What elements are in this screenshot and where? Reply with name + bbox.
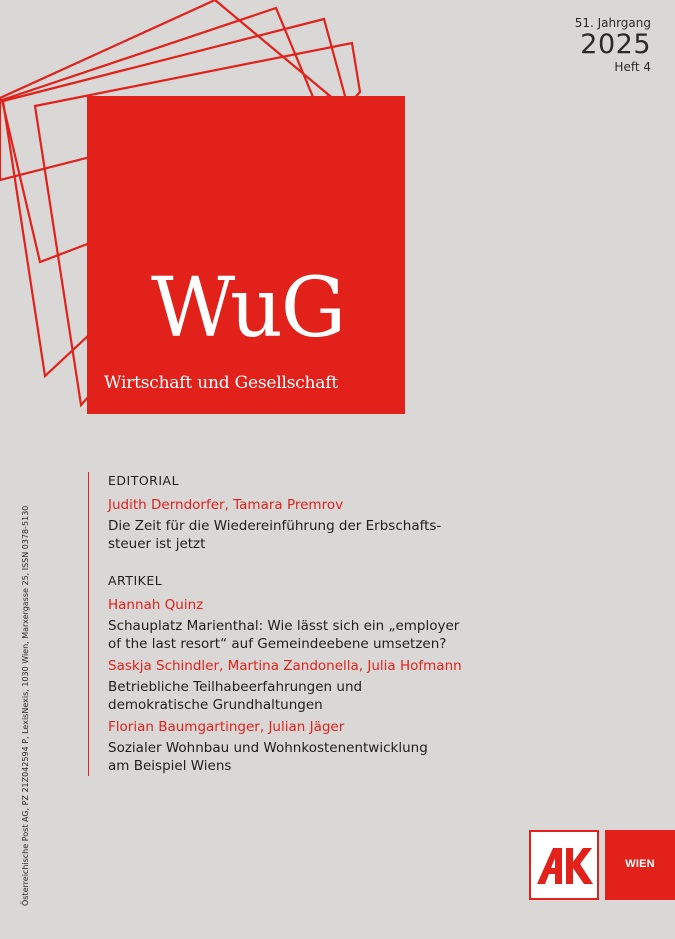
- article-title-line: Schauplatz Marienthal: Wie lässt sich ein „employer: [108, 618, 460, 634]
- editorial-title: [108, 517, 498, 553]
- city-badge: [605, 830, 675, 900]
- article-title: [108, 739, 498, 775]
- issue-number: Heft 4: [614, 60, 651, 74]
- volume-label: 51. Jahrgang: [574, 16, 651, 30]
- article-title: [108, 617, 498, 653]
- city-label: WIEN: [625, 858, 655, 870]
- article-title-line: Sozialer Wohnbau und Wohnkostenentwicklung: [108, 740, 428, 756]
- article-title-line: Betriebliche Teilhabeerfahrungen und: [108, 679, 363, 695]
- article-authors: Hannah Quinz: [108, 597, 204, 613]
- wug-logo: [87, 96, 405, 414]
- article-authors: Saskja Schindler, Martina Zandonella, Julia Hofmann: [108, 658, 462, 674]
- logo-full-name: Wirtschaft und Gesellschaft: [104, 373, 338, 393]
- list-item: [108, 596, 498, 653]
- article-title-line: am Beispiel Wiens: [108, 758, 232, 774]
- ak-logo-icon: [529, 830, 599, 900]
- list-item: [108, 657, 498, 714]
- section-heading-articles: ARTIKEL: [108, 573, 163, 588]
- list-item: [108, 718, 498, 775]
- spine-imprint: Österreichische Post AG, PZ 21Z042594 P, LexisNexis, 1030 Wien, Marxergasse 25, ISSN 0378-5130: [21, 505, 30, 906]
- editorial-title-line: Die Zeit für die Wiedereinführung der Erbschafts-: [108, 518, 442, 534]
- article-title: [108, 678, 498, 714]
- editorial-authors: Judith Derndorfer, Tamara Premrov: [108, 497, 344, 513]
- logo-abbreviation: WuG: [151, 261, 345, 356]
- article-title-line: demokratische Grundhaltungen: [108, 697, 323, 713]
- toc-divider: [88, 472, 89, 776]
- issue-year: 2025: [580, 29, 651, 60]
- editorial-title-line: steuer ist jetzt: [108, 536, 206, 552]
- table-of-contents: [108, 472, 498, 779]
- issue-info: [575, 16, 651, 74]
- article-authors: Florian Baumgartinger, Julian Jäger: [108, 719, 345, 735]
- section-heading-editorial: EDITORIAL: [108, 473, 180, 488]
- article-title-line: of the last resort“ auf Gemeindeebene umsetzen?: [108, 636, 447, 652]
- ak-logo-mark-icon: [531, 832, 597, 898]
